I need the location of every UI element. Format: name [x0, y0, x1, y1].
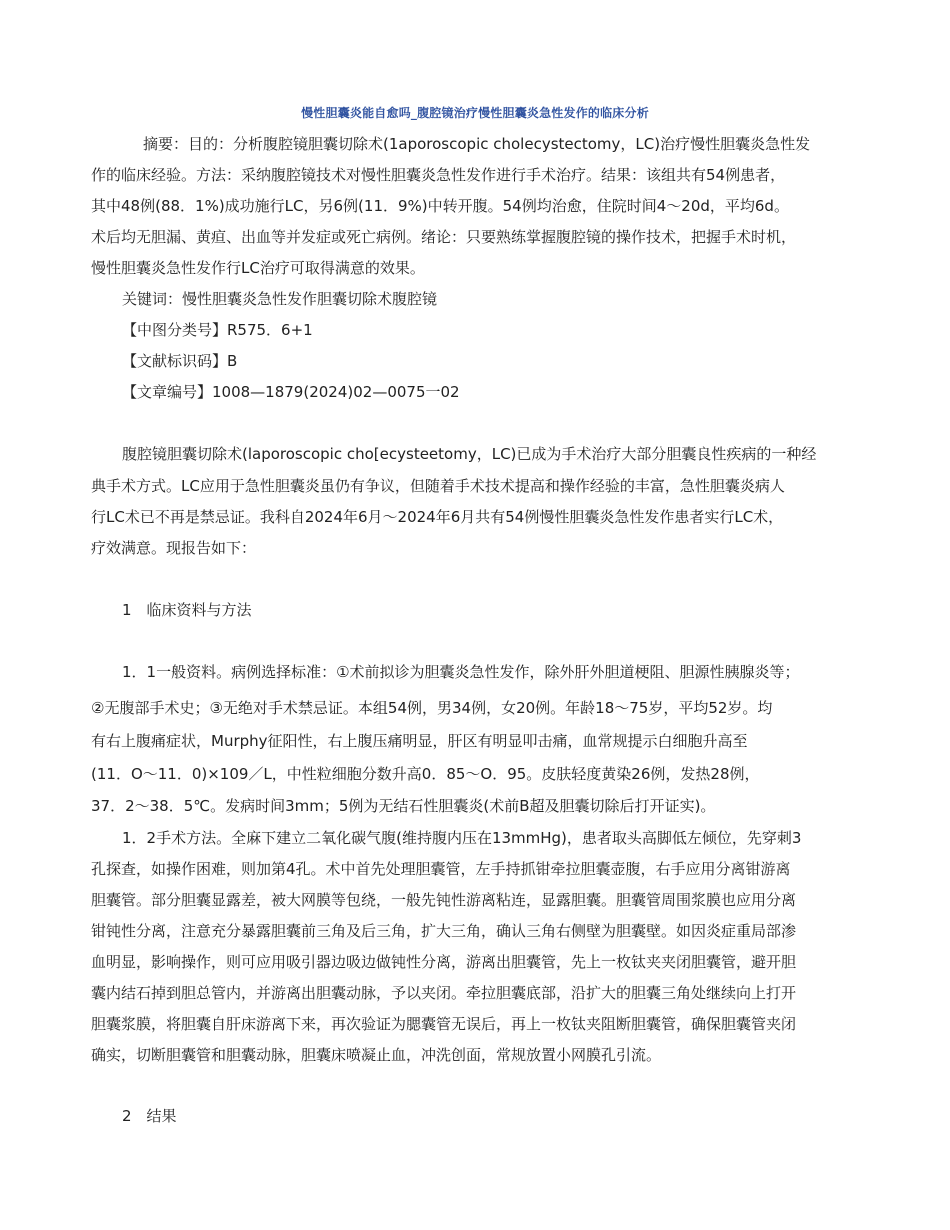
abstract-line: 其中48例(88．1%)成功施行LC，另6例(11．9%)中转开腹。54例均治愈，住院时间4～20d，平均6d。 — [91, 197, 789, 215]
section-heading: 1 临床资料与方法 — [122, 601, 252, 619]
paragraph-line: 钳钝性分离，注意充分暴露胆囊前三角及后三角，扩大三角，确认三角右侧壁为胆囊壁。如因炎症重局部渗 — [91, 922, 797, 940]
paragraph-line: 囊内结石掉到胆总管内，并游离出胆囊动脉，予以夹闭。牵拉胆囊底部，沿扩大的胆囊三角处继续向上打开 — [91, 984, 797, 1002]
paragraph-line: 1．1一般资料。病例选择标准：①术前拟诊为胆囊炎急性发作，除外肝外胆道梗阻、胆源性胰腺炎等； — [122, 663, 800, 681]
abstract-line: 术后均无胆漏、黄疸、出血等并发症或死亡病例。绪论：只要熟练掌握腹腔镜的操作技术，把握手术时机， — [91, 228, 797, 246]
keywords: 关键词：慢性胆囊炎急性发作胆囊切除术腹腔镜 — [122, 290, 438, 308]
intro-line: 疗效满意。现报告如下： — [91, 539, 257, 557]
abstract-line: 摘要：目的：分析腹腔镜胆囊切除术(1aporoscopic cholecystectomy，LC)治疗慢性胆囊炎急性发 — [143, 135, 811, 153]
article-number: 【文章编号】1008—1879(2024)02—0075一02 — [122, 383, 460, 401]
abstract-line: 作的临床经验。方法：采纳腹腔镜技术对慢性胆囊炎急性发作进行手术治疗。结果：该组共有54例患者， — [91, 166, 786, 184]
paragraph-line: (11．O～11．0)×109／L，中性粒细胞分数升高0．85～O．95。皮肤轻度黄染26例，发热28例， — [91, 765, 760, 783]
paragraph-line: 血明显，影响操作，则可应用吸引器边吸边做钝性分离，游离出胆囊管，先上一枚钛夹夹闭胆囊管，避开胆 — [91, 953, 797, 971]
document-title: 慢性胆囊炎能自愈吗_腹腔镜治疗慢性胆囊炎急性发作的临床分析 — [301, 106, 649, 120]
document-code: 【文献标识码】B — [122, 352, 238, 370]
paragraph-line: 37．2～38．5℃。发病时间3mm；5例为无结石性胆囊炎(术前B超及胆囊切除后打开证实)。 — [91, 797, 716, 815]
paragraph-line: 确实，切断胆囊管和胆囊动脉，胆囊床喷凝止血，冲洗创面，常规放置小网膜孔引流。 — [91, 1046, 662, 1064]
intro-line: 行LC术已不再是禁忌证。我科自2024年6月～2024年6月共有54例慢性胆囊炎急性发作患者实行LC术， — [91, 508, 784, 526]
paragraph-line: 1．2手术方法。全麻下建立二氧化碳气腹(维持腹内压在13mmHg)，患者取头高脚低左倾位，先穿刺3 — [122, 829, 802, 847]
paragraph-line: ②无腹部手术史；③无绝对手术禁忌证。本组54例，男34例，女20例。年龄18～75岁，平均52岁。均 — [91, 699, 773, 717]
paragraph-line: 胆囊管。部分胆囊显露差，被大网膜等包绕，一般先钝性游离粘连，显露胆囊。胆囊管周围浆膜也应用分离 — [91, 891, 797, 909]
section-heading: 2 结果 — [122, 1107, 177, 1125]
paragraph-line: 孔探查，如操作困难，则加第4孔。术中首先处理胆囊管，左手持抓钳牵拉胆囊壶腹，右手应用分离钳游离 — [91, 860, 791, 878]
paragraph-line: 胆囊浆膜，将胆囊自肝床游离下来，再次验证为腮囊管无误后，再上一枚钛夹阻断胆囊管，确保胆囊管夹闭 — [91, 1015, 797, 1033]
abstract-line: 慢性胆囊炎急性发作行LC治疗可取得满意的效果。 — [91, 259, 425, 277]
classification-number: 【中图分类号】R575．6+1 — [122, 321, 313, 339]
paragraph-line: 有右上腹痛症状，Murphy征阳性，右上腹压痛明显，肝区有明显叩击痛，血常规提示白细胞升高至 — [91, 732, 748, 750]
intro-line: 典手术方式。LC应用于急性胆囊炎虽仍有争议，但随着手术技术提高和操作经验的丰富，急性胆囊炎病人 — [91, 477, 785, 495]
intro-line: 腹腔镜胆囊切除术(laporoscopic cho[ecysteetomy，LC)已成为手术治疗大部分胆囊良性疾病的一种经 — [122, 445, 817, 463]
